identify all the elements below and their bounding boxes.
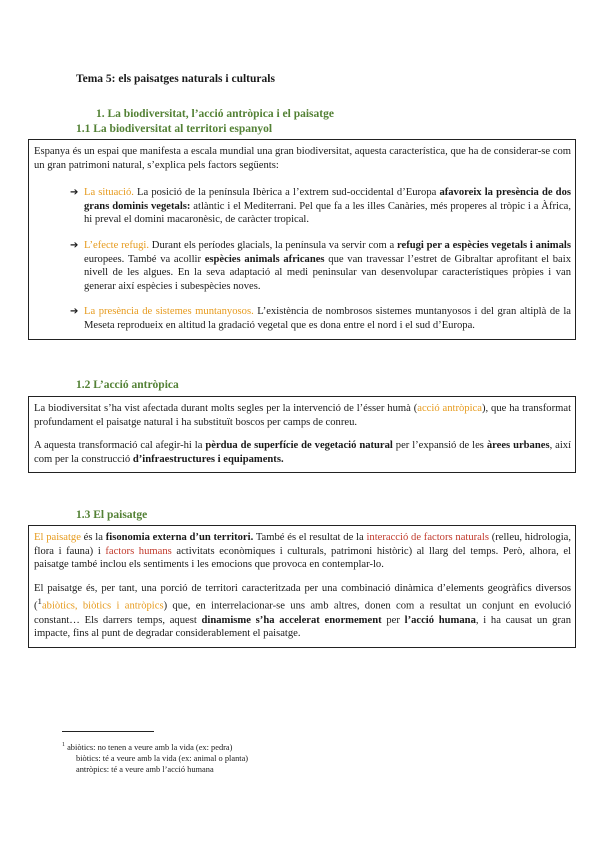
arrow-icon: ➔ [70, 306, 79, 318]
text: , així com per la construcció [34, 440, 572, 465]
arrow-icon: ➔ [70, 187, 79, 199]
anthropic-paragraph-1 [34, 402, 571, 429]
text: activitats econòmiques i culturals, patrimoni històric) al llarg del temps. Però, alhora, el paisatge també inclou els sentiments i les emocions que provoca en contemplar-lo. [34, 545, 571, 571]
footnotes [62, 740, 248, 775]
factor-text: La posició de la península Ibèrica a l’extrem sud-occidental d’Europa [133, 187, 440, 199]
factor-text: que van travessar l’estret de Gibraltar aprofitant el baix nivell de les algues. En la seva adaptació al medi peninsular van desenvolupar característiques pròpies i van generar així espècies i subespècies noves. [84, 253, 571, 292]
factor-label: La presència de sistemes muntanyosos. [84, 306, 254, 318]
page-title: Tema 5: els paisatges naturals i culturals [76, 73, 275, 85]
footnote-line: antròpics: té a veure amb l’acció humana [76, 764, 214, 774]
landscape-box [28, 525, 576, 648]
text: , i ha causat un gran impacte, fins al punt de degradar considerablement el paisatge. [34, 614, 571, 640]
subsection-heading-paisatge: 1.3 El paisatge [76, 509, 148, 521]
highlight: El paisatge [34, 532, 81, 543]
text: ), que ha transformat profundament el paisatge natural i ha substituït boscos per camps de conreu. [34, 403, 572, 428]
factor-text: Durant els períodes glacials, la península va servir com a [149, 239, 397, 251]
bold: l’acció humana [404, 614, 476, 626]
text: La biodiversitat s’ha vist afectada durant molts segles per la intervenció de l’ésser humà ( [34, 403, 418, 414]
footnote-divider [62, 731, 154, 732]
text: També és el resultat de la [253, 532, 367, 543]
text: (relleu, hidrologia, flora i fauna) i [34, 532, 571, 557]
highlight-red: factors humans [105, 545, 172, 557]
section-heading: 1. La biodiversitat, l’acció antròpica i el paisatge [96, 108, 334, 120]
arrow-icon: ➔ [70, 239, 79, 251]
factor-text: europees. També va acollir [84, 253, 205, 265]
bold: àrees urbanes [486, 440, 550, 452]
footnote-line: biòtics: té a veure amb la vida (ex: animal o planta) [76, 753, 249, 763]
bold: d’infraestructures i equipaments. [132, 453, 284, 465]
bold: fisonomia externa d’un territori. [105, 532, 254, 543]
landscape-paragraph-2 [34, 582, 571, 641]
factor-bold: refugi per a espècies vegetals i animals [396, 239, 571, 251]
bold: pèrdua de superfície de vegetació natural [205, 440, 393, 452]
subsection-heading-accio: 1.2 L’acció antròpica [76, 379, 179, 391]
footnote-text: abiòtics: no tenen a veure amb la vida (ex: pedra) [65, 742, 233, 752]
factor-bold: espècies animals africanes [204, 253, 325, 265]
text: per l’expansió de les [392, 440, 487, 452]
factor-text: L’existència de nombrosos sistemes muntanyosos i del gran altiplà de la Meseta reprodueix en altitud la gradació vegetal que es dona entre el nord i el sud d’Europa. [84, 306, 571, 331]
biodiversity-box [28, 139, 576, 340]
highlight: acció antròpica [417, 403, 482, 414]
anthropic-paragraph-2 [34, 439, 571, 466]
factor-refugi [70, 239, 571, 293]
highlight-red: interacció de factors naturals [366, 532, 489, 543]
text: per [381, 614, 405, 626]
text: A aquesta transformació cal afegir-hi la [34, 440, 206, 452]
factor-text: atlàntic i el Mediterrani. Pel que fa a les illes Canàries, més properes al tròpic i a Àfrica, hi preval el domini macaronèsic, de caràcter tropical. [84, 200, 571, 226]
landscape-paragraph-1 [34, 531, 571, 572]
bold: dinamisme s’ha accelerat enormement [201, 614, 382, 626]
factor-muntanyes [70, 305, 571, 332]
footnote-number: 1 [62, 742, 65, 748]
factor-bold: afavoreix la presència de dos grans dominis vegetals: [84, 187, 571, 212]
factor-label: L’efecte refugi. [84, 239, 150, 251]
factor-label: La situació. [84, 187, 134, 199]
text: El paisatge és, per tant, una porció de territori caracteritzada per una combinació dinàmica d’elements geogràfics diversos ( [34, 582, 571, 612]
factors-list [34, 186, 571, 332]
highlight: abiòtics, biòtics i antròpics [41, 600, 164, 612]
factor-situacio [70, 186, 571, 227]
text: ) que, en interrelacionar-se uns amb altres, donen com a resultat un conjunt en evolució constant… Els darrers temps, aquest [34, 600, 571, 626]
anthropic-box [28, 396, 576, 473]
subsection-heading-biodiversitat: 1.1 La biodiversitat al territori espanyol [76, 123, 273, 135]
footnote-mark: 1 [37, 596, 42, 607]
footnote-line [62, 740, 248, 753]
biodiversity-intro: Espanya és un espai que manifesta a escala mundial una gran biodiversitat, aquesta característica, que ha de considerar-se com un gran patrimoni natural, s’explica pels factors següents: [34, 146, 571, 171]
text: és la [80, 532, 106, 543]
